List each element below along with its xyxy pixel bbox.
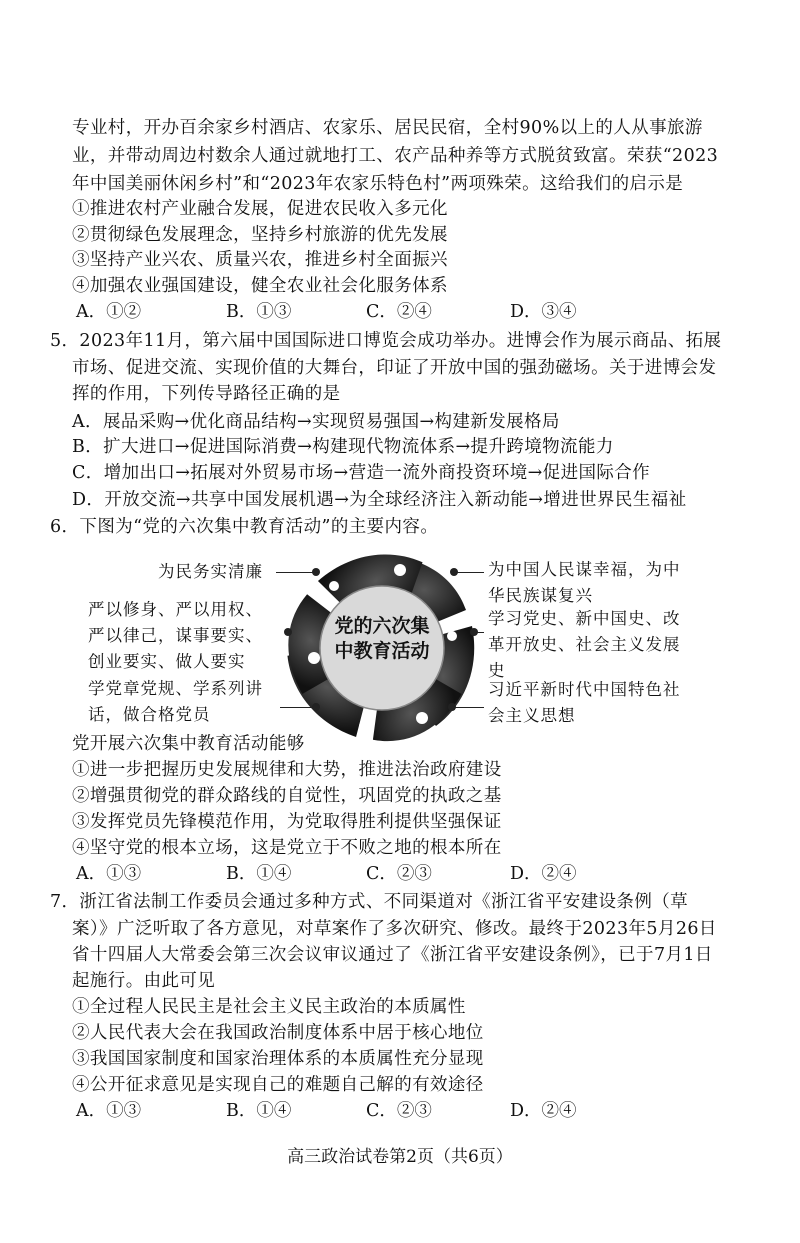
connector-line	[276, 572, 316, 573]
q4-text-line: 年中国美丽休闲乡村”和“2023年农家乐特色村”两项殊荣。这给我们的启示是	[72, 174, 684, 194]
q6-option-b[interactable]: B．①④	[226, 864, 292, 884]
q6-option-d[interactable]: D．②④	[510, 864, 577, 884]
q5-option-c[interactable]: C．增加出口→拓展对外贸易市场→营造一流外商投资环境→促进国际合作	[72, 463, 651, 483]
q5-option-a[interactable]: A．展品采购→优化商品结构→实现贸易强国→构建新发展格局	[72, 412, 560, 432]
connector-dot	[448, 703, 456, 711]
connector-dot	[312, 703, 320, 711]
q6-item: ④坚守党的根本立场，这是党立于不败之地的根本所在	[72, 838, 502, 858]
q7-text-line: 7．浙江省法制工作委员会通过多种方式、不同渠道对《浙江省平安建设条例（草	[50, 892, 689, 912]
label-mid-right: 学习党史、新中国史、改 革开放史、社会主义发展 史	[488, 609, 681, 680]
label-mid-left: 严以修身、严以用权、 严以律己，谋事要实、 创业要实、做人要实	[88, 600, 263, 671]
label-top-right: 为中国人民谋幸福，为中 华民族谋复兴	[488, 560, 681, 605]
connector-line	[280, 707, 316, 708]
q4-item: ①推进农村产业融合发展，促进农民收入多元化	[72, 199, 448, 219]
q4-option-b[interactable]: B．①③	[226, 302, 292, 322]
q4-text-line: 业，并带动周边村数余人通过就地打工、农产品种养等方式脱贫致富。荣获“2023	[72, 146, 719, 166]
q6-intro: 6．下图为“党的六次集中教育活动”的主要内容。	[50, 517, 439, 537]
q7-item: ③我国国家制度和国家治理体系的本质属性充分显现	[72, 1049, 484, 1069]
q7-option-b[interactable]: B．①④	[226, 1101, 292, 1121]
connector-line	[452, 707, 484, 708]
connector-dot	[450, 568, 458, 576]
q5-text-line: 挥的作用，下列传导路径正确的是	[72, 384, 341, 404]
q7-text-line: 起施行。由此可见	[72, 971, 216, 991]
q7-item: ①全过程人民民主是社会主义民主政治的本质属性	[72, 997, 466, 1017]
q7-option-a[interactable]: A．①③	[76, 1101, 142, 1121]
q5-option-d[interactable]: D．开放交流→共享中国发展机遇→为全球经济注入新动能→增进世界民生福祉	[72, 490, 687, 510]
page-footer: 高三政治试卷第2页（共6页）	[287, 1147, 513, 1167]
q4-option-a[interactable]: A．①②	[76, 302, 142, 322]
q4-option-d[interactable]: D．③④	[510, 302, 577, 322]
q6-option-a[interactable]: A．①③	[76, 864, 142, 884]
q7-text-line: 案）》广泛听取了各方意见，对草案作了多次研究、修改。最终于2023年5月26日	[72, 919, 717, 939]
q5-text-line: 5．2023年11月，第六届中国国际进口博览会成功举办。进博会作为展示商品、拓展	[50, 331, 722, 351]
q6-item: ②增强贯彻党的群众路线的自觉性，巩固党的执政之基	[72, 786, 502, 806]
q7-text-line: 省十四届人大常委会第三次会议审议通过了《浙江省平安建设条例》，已于7月1日	[72, 945, 713, 965]
q4-item: ③坚持产业兴农、质量兴农，推进乡村全面振兴	[72, 250, 448, 270]
q4-text-line: 专业村，开办百余家乡村酒店、农家乐、居民民宿，全村90%以上的人从事旅游	[72, 118, 703, 138]
q6-stem: 党开展六次集中教育活动能够	[72, 734, 305, 754]
q7-option-c[interactable]: C．②③	[366, 1101, 432, 1121]
connector-dot	[284, 628, 292, 636]
q5-text-line: 市场、促进交流、实现价值的大舞台，印证了开放中国的强劲磁场。关于进博会发	[72, 358, 717, 378]
q7-item: ②人民代表大会在我国政治制度体系中居于核心地位	[72, 1023, 484, 1043]
q4-option-c[interactable]: C．②④	[366, 302, 432, 322]
connector-dot	[312, 568, 320, 576]
connector-line	[456, 572, 484, 573]
q6-item: ①进一步把握历史发展规律和大势，推进法治政府建设	[72, 760, 502, 780]
q6-item: ③发挥党员先锋模范作用，为党取得胜利提供坚强保证	[72, 812, 502, 832]
diagram-center-title: 党的六次集 中教育活动	[334, 615, 430, 662]
q7-item: ④公开征求意见是实现自己的难题自己解的有效途径	[72, 1075, 484, 1095]
label-bot-right: 习近平新时代中国特色社 会主义思想	[488, 680, 681, 725]
connector-dot	[470, 628, 478, 636]
label-top-left: 为民务实清廉	[158, 562, 263, 581]
q4-item: ②贯彻绿色发展理念，坚持乡村旅游的优先发展	[72, 225, 448, 245]
q5-option-b[interactable]: B．扩大进口→促进国际消费→构建现代物流体系→提升跨境物流能力	[72, 437, 614, 457]
q4-item: ④加强农业强国建设，健全农业社会化服务体系	[72, 276, 448, 296]
q6-option-c[interactable]: C．②③	[366, 864, 432, 884]
label-bot-left: 学党章党规、学系列讲 话，做合格党员	[88, 679, 263, 724]
q7-option-d[interactable]: D．②④	[510, 1101, 577, 1121]
